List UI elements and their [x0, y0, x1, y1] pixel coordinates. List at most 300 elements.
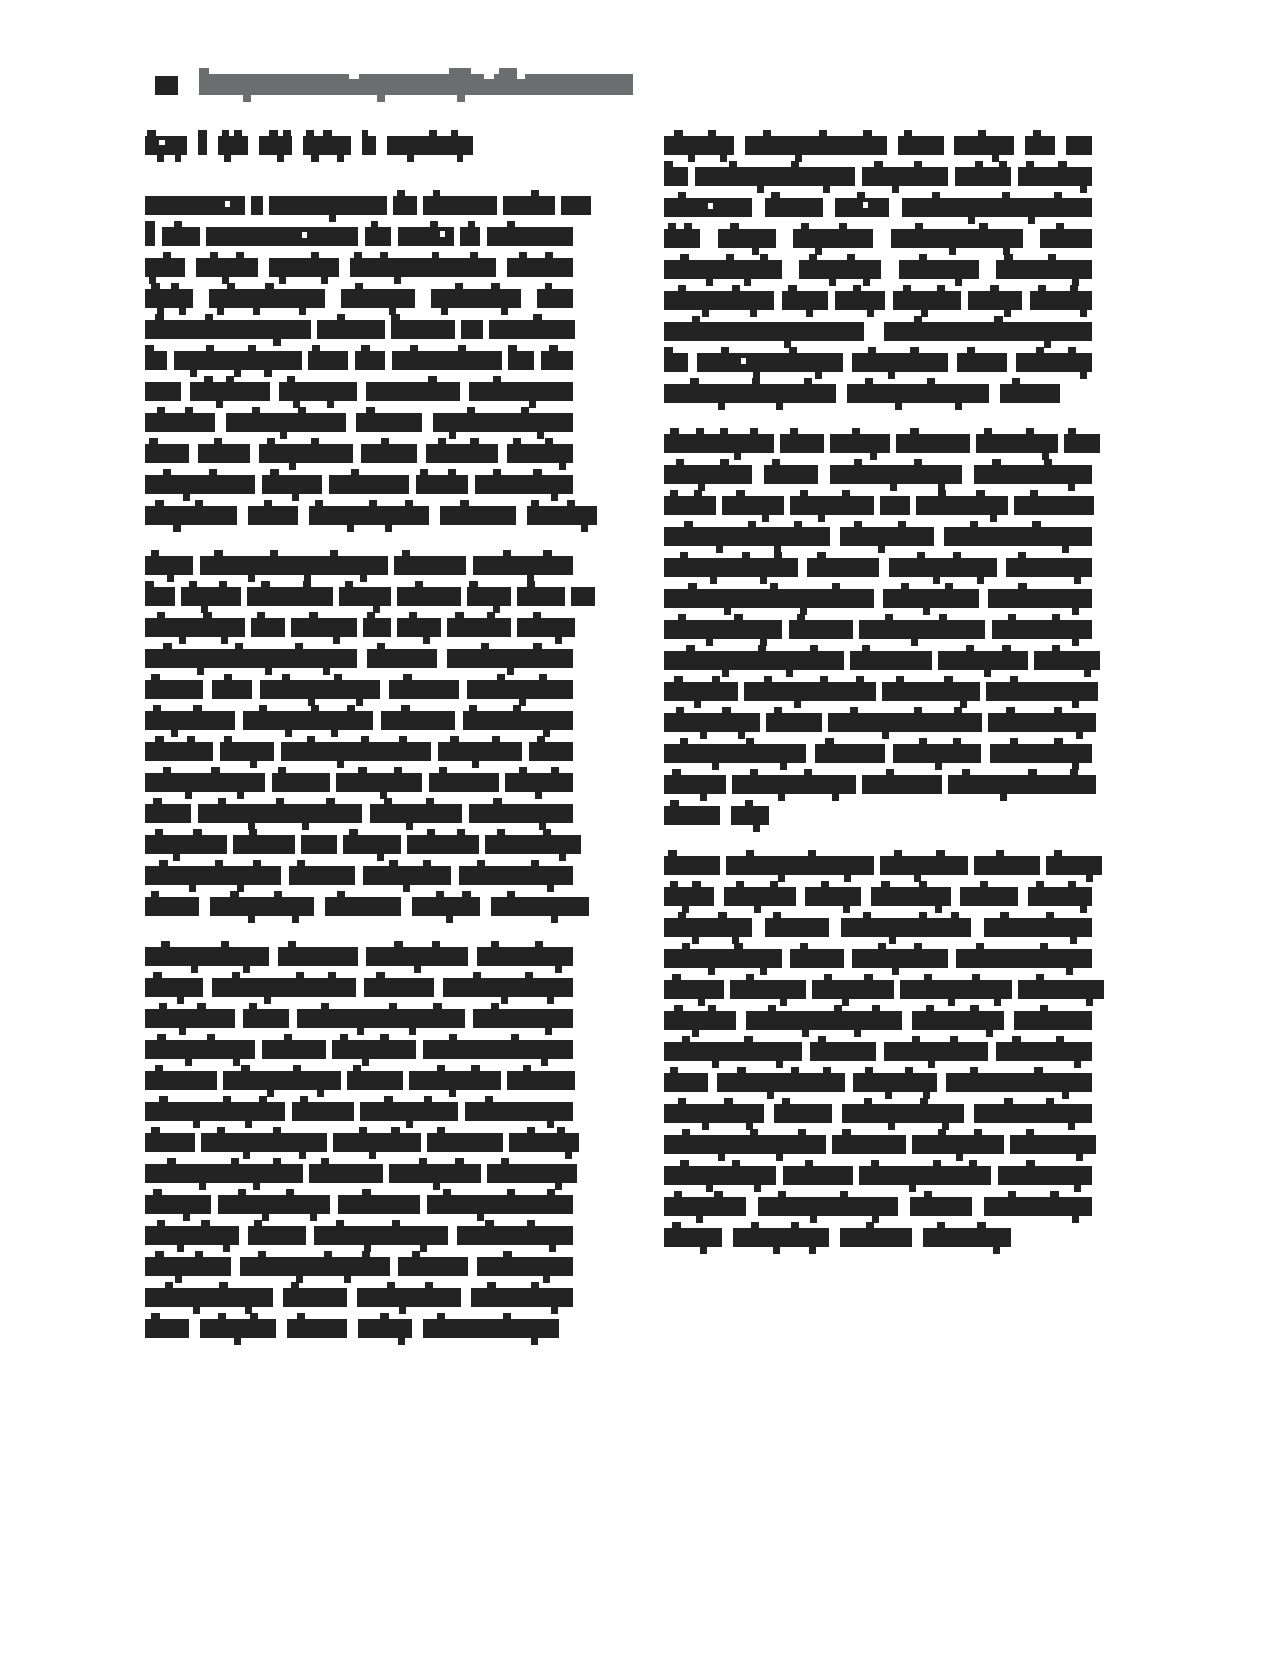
redacted-line	[664, 1191, 1092, 1222]
redaction-bar	[758, 1197, 898, 1216]
redaction-bar	[278, 947, 358, 966]
redaction-bar	[664, 1104, 764, 1123]
redacted-line	[145, 643, 573, 674]
redaction-bar	[664, 167, 688, 186]
redacted-line	[145, 376, 573, 407]
redaction-ascender	[748, 521, 756, 527]
redaction-ascender	[448, 469, 456, 475]
redaction-bar	[145, 1288, 273, 1307]
redaction-ascender	[1002, 192, 1010, 198]
redaction-bar	[891, 229, 1023, 248]
redaction-bar	[281, 742, 431, 761]
redaction-ascender	[391, 314, 400, 320]
redaction-ascender	[774, 552, 782, 558]
redaction-ascender	[155, 1065, 163, 1071]
redaction-ascender	[1068, 428, 1076, 434]
redaction-ascender	[817, 552, 826, 558]
redaction-ascender	[493, 376, 501, 382]
redaction-ascender	[834, 1005, 842, 1011]
redaction-bar	[998, 1166, 1092, 1185]
redaction-bar	[145, 618, 245, 637]
redaction-ascender	[791, 1067, 799, 1073]
redaction-bar	[732, 775, 856, 794]
redaction-ascender	[394, 767, 402, 773]
redaction-bar	[397, 618, 441, 637]
redaction-ascender	[567, 500, 575, 506]
redaction-ascender	[147, 130, 156, 136]
redaction-bar	[416, 475, 468, 494]
redaction-bar	[412, 897, 480, 916]
redaction-ascender	[726, 254, 734, 260]
redaction-ascender	[678, 1098, 686, 1104]
redaction-bar	[1030, 291, 1092, 310]
redaction-bar	[744, 682, 876, 701]
redaction-ascender	[282, 674, 290, 680]
redaction-bar	[409, 1071, 501, 1090]
redaction-bar	[912, 1011, 1004, 1030]
redaction-ascender	[469, 581, 478, 587]
redaction-bar	[196, 258, 258, 277]
redaction-bar	[984, 918, 1092, 937]
redaction-ascender	[307, 736, 315, 742]
redaction-bar	[489, 320, 575, 339]
redaction-ascender	[276, 798, 284, 804]
redaction-bar	[387, 136, 473, 155]
redaction-ascender	[535, 941, 543, 947]
redaction-bar	[389, 680, 459, 699]
redaction-bar	[467, 680, 573, 699]
redaction-bar	[664, 980, 724, 999]
redaction-descender	[248, 916, 255, 923]
redaction-ascender	[770, 583, 778, 589]
redaction-bar	[722, 496, 784, 515]
redaction-ascender	[362, 130, 368, 136]
redaction-ascender	[732, 285, 740, 291]
redaction-counter	[159, 140, 165, 145]
left-column	[145, 130, 573, 1363]
redaction-ascender	[347, 705, 355, 711]
redaction-ascender	[945, 583, 953, 589]
redaction-ascender	[678, 614, 686, 620]
redaction-ascender	[752, 378, 760, 384]
redaction-ascender	[919, 912, 927, 918]
redaction-ascender	[969, 1160, 977, 1166]
redaction-ascender	[437, 1127, 445, 1133]
redaction-ascender	[1058, 161, 1067, 167]
redaction-bar	[946, 1073, 1092, 1092]
redacted-line	[145, 1096, 573, 1127]
redaction-ascender	[155, 1251, 164, 1257]
redaction-bar	[370, 804, 462, 823]
redaction-bar	[782, 291, 828, 310]
redaction-ascender	[788, 285, 797, 291]
redaction-ascender	[174, 221, 182, 227]
redaction-bar	[269, 258, 339, 277]
redaction-ascender	[492, 736, 500, 742]
redaction-ascender	[409, 612, 417, 618]
redaction-ascender	[885, 614, 893, 620]
redaction-ascender	[722, 707, 731, 713]
redaction-bar	[248, 506, 298, 525]
redaction-bar	[976, 434, 1058, 453]
redaction-ascender	[467, 407, 475, 413]
redaction-ascender	[864, 974, 873, 980]
redaction-bar	[780, 434, 824, 453]
redaction-bar	[473, 1009, 573, 1028]
redaction-bar	[201, 1133, 327, 1152]
redaction-ascender	[789, 347, 797, 353]
redaction-ascender	[750, 428, 758, 434]
redaction-ascender	[801, 223, 809, 229]
redaction-ascender	[933, 1160, 941, 1166]
redaction-bar	[505, 773, 573, 792]
redaction-ascender	[151, 550, 159, 556]
redaction-bar	[145, 742, 213, 761]
redaction-ascender	[547, 1189, 555, 1195]
redaction-bar	[333, 1133, 421, 1152]
redaction-bar	[343, 835, 401, 854]
redaction-ascender	[288, 941, 296, 947]
redaction-ascender	[936, 850, 945, 856]
redacted-line	[145, 438, 573, 469]
redaction-bar	[471, 1288, 573, 1307]
redaction-bar	[459, 866, 573, 885]
redaction-ascender	[145, 221, 155, 227]
redaction-bar	[1010, 1135, 1096, 1154]
redaction-bar	[303, 136, 351, 155]
redaction-ascender	[321, 1003, 329, 1009]
redaction-ascender	[171, 283, 179, 289]
redaction-ascender	[1054, 850, 1062, 856]
redaction-bar	[841, 918, 971, 937]
redaction-bar	[783, 1166, 853, 1185]
redaction-bar	[853, 1073, 937, 1092]
redacted-line	[145, 581, 573, 612]
redaction-ascender	[511, 1034, 519, 1040]
redaction-bar	[527, 506, 597, 525]
redacted-line	[145, 1220, 573, 1251]
redaction-ascender	[328, 972, 336, 978]
redaction-ascender	[917, 552, 925, 558]
redaction-ascender	[937, 1222, 945, 1228]
redaction-ascender	[914, 161, 922, 167]
redacted-line	[664, 428, 1092, 459]
redaction-ascender	[996, 850, 1004, 856]
redaction-bar	[145, 475, 255, 494]
redaction-bar	[355, 351, 385, 370]
redaction-bar	[1034, 651, 1100, 670]
redaction-ascender	[284, 1034, 292, 1040]
redaction-bar	[880, 856, 968, 875]
redaction-bar	[1014, 496, 1094, 515]
redaction-ascender	[485, 1096, 493, 1102]
redacted-running-title	[199, 74, 633, 95]
redaction-ascender	[886, 769, 894, 775]
redaction-ascender	[854, 459, 862, 465]
redaction-ascender	[994, 316, 1003, 322]
redaction-bar	[145, 1164, 303, 1183]
redaction-ascender	[1036, 347, 1044, 353]
redacted-line	[145, 1065, 573, 1096]
redaction-ascender	[457, 829, 465, 835]
redacted-line	[145, 283, 573, 314]
redaction-ascender	[720, 459, 729, 465]
redaction-ascender	[901, 583, 909, 589]
redaction-ascender	[232, 972, 240, 978]
redaction-ascender	[309, 612, 318, 618]
redacted-line	[664, 347, 1092, 378]
redaction-bar	[900, 980, 1012, 999]
redaction-ascender	[224, 674, 232, 680]
redaction-bar	[308, 351, 348, 370]
redaction-bar	[397, 587, 461, 606]
redaction-ascender	[449, 1034, 457, 1040]
redaction-ascender	[760, 254, 768, 260]
redaction-ascender	[428, 376, 437, 382]
redaction-bar	[447, 649, 573, 668]
redaction-ascender	[1026, 161, 1034, 167]
redaction-ascender	[161, 941, 170, 947]
redaction-bar	[990, 744, 1092, 763]
redaction-ascender	[771, 192, 780, 198]
redaction-ascender	[736, 881, 744, 887]
redaction-ascender	[954, 707, 962, 713]
redaction-ascender	[353, 1065, 361, 1071]
redaction-ascender	[507, 891, 515, 897]
redaction-bar	[438, 742, 522, 761]
redaction-bar	[664, 887, 714, 906]
redacted-line	[664, 738, 1092, 769]
redaction-ascender	[894, 850, 902, 856]
redaction-ascender	[533, 469, 542, 475]
redaction-ascender	[361, 345, 370, 351]
redaction-ascender	[261, 581, 270, 587]
redaction-bar	[461, 320, 483, 339]
redaction-bar	[664, 1197, 746, 1216]
redaction-ascender	[501, 1158, 509, 1164]
redaction-ascender	[810, 645, 818, 651]
redaction-ascender	[362, 1189, 371, 1195]
redaction-ascender	[485, 1220, 494, 1226]
redaction-ascender	[249, 829, 257, 835]
redaction-bar	[766, 713, 822, 732]
redaction-bar	[996, 260, 1092, 279]
redaction-bar	[988, 713, 1096, 732]
redaction-ascender	[354, 252, 362, 258]
redaction-ascender	[1040, 943, 1048, 949]
redaction-ascender	[214, 550, 223, 556]
redaction-ascender	[297, 1313, 305, 1319]
redaction-ascender	[234, 130, 242, 136]
redaction-bar	[398, 1257, 468, 1276]
redaction-ascender	[323, 130, 332, 136]
redaction-ascender	[664, 347, 673, 353]
redaction-ascender	[557, 1127, 565, 1133]
redaction-bar	[473, 556, 573, 575]
redaction-ascender	[460, 500, 469, 506]
redaction-ascender	[696, 428, 704, 434]
redaction-ascender	[531, 500, 539, 506]
redaction-descender	[234, 1338, 241, 1345]
redaction-ascender	[750, 769, 758, 775]
redaction-bar	[243, 711, 373, 730]
redaction-bar	[309, 506, 429, 525]
redaction-bar	[145, 711, 235, 730]
redaction-counter	[302, 232, 307, 238]
redaction-bar	[198, 804, 362, 823]
redaction-ascender	[664, 161, 673, 167]
redaction-descender	[895, 403, 902, 410]
redaction-ascender	[938, 490, 946, 496]
redaction-bar	[145, 1102, 285, 1121]
redaction-ascender	[1038, 285, 1046, 291]
redaction-bar	[664, 434, 774, 453]
redaction-ascender	[720, 428, 728, 434]
redaction-ascender	[497, 829, 505, 835]
redacted-paragraph	[664, 130, 1092, 409]
redaction-bar	[145, 1257, 231, 1276]
redaction-ascender	[1052, 614, 1060, 620]
redaction-ascender	[865, 1067, 873, 1073]
redaction-ascender	[1026, 1160, 1035, 1166]
redaction-ascender	[334, 674, 342, 680]
redaction-ascender	[491, 941, 499, 947]
redaction-bar	[145, 947, 269, 966]
redaction-bar	[447, 618, 511, 637]
redaction-ascender	[977, 1222, 986, 1228]
redaction-ascender	[1036, 881, 1044, 887]
redaction-ascender	[772, 459, 780, 465]
redaction-bar	[287, 1319, 347, 1338]
redacted-line	[145, 798, 573, 829]
redaction-ascender	[821, 881, 829, 887]
redaction-ascender	[519, 767, 527, 773]
redaction-ascender	[919, 738, 927, 744]
redaction-bar	[309, 1164, 383, 1183]
redaction-bar	[145, 258, 185, 277]
redaction-ascender	[425, 1282, 433, 1288]
redacted-title-descender	[243, 94, 251, 102]
redaction-bar	[541, 351, 573, 370]
redaction-bar	[433, 413, 573, 432]
redaction-ascender	[690, 378, 699, 384]
redaction-bar	[871, 887, 951, 906]
redaction-ascender	[487, 612, 495, 618]
redaction-ascender	[678, 912, 686, 918]
redaction-ascender	[326, 798, 335, 804]
redaction-bar	[487, 227, 573, 246]
redaction-ascender	[157, 407, 165, 413]
redaction-ascender	[195, 1251, 203, 1257]
redaction-ascender	[1026, 428, 1034, 434]
redaction-ascender	[361, 736, 369, 742]
redaction-bar	[394, 556, 466, 575]
redaction-descender	[311, 155, 319, 162]
redacted-line	[664, 161, 1092, 192]
redaction-descender	[385, 525, 392, 532]
redaction-bar	[426, 444, 498, 463]
redaction-ascender	[340, 1034, 348, 1040]
redaction-ascender	[676, 707, 684, 713]
redaction-ascender	[684, 521, 693, 527]
redaction-bar	[664, 1166, 776, 1185]
redaction-ascender	[473, 972, 481, 978]
redaction-ascender	[1018, 552, 1026, 558]
redaction-ascender	[270, 550, 278, 556]
redaction-ascender	[1026, 1129, 1034, 1135]
redaction-ascender	[145, 345, 154, 351]
redaction-ascender	[721, 347, 729, 353]
redaction-ascender	[974, 1129, 982, 1135]
redaction-bar	[799, 260, 881, 279]
redacted-line	[145, 1003, 573, 1034]
redaction-ascender	[195, 500, 203, 506]
redaction-ascender	[1040, 1005, 1048, 1011]
redaction-bar	[329, 475, 409, 494]
redaction-bar	[984, 1197, 1092, 1216]
redaction-ascender	[790, 428, 798, 434]
running-header	[155, 70, 1115, 106]
redaction-ascender	[1050, 1191, 1059, 1197]
redaction-ascender	[551, 767, 559, 773]
redaction-ascender	[410, 345, 418, 351]
redaction-ascender	[401, 705, 410, 711]
redaction-ascender	[924, 1191, 932, 1197]
redaction-ascender	[493, 469, 501, 475]
redaction-bar	[996, 1042, 1092, 1061]
redaction-descender	[457, 155, 463, 162]
redaction-ascender	[910, 347, 919, 353]
redaction-bar	[362, 136, 376, 155]
redaction-ascender	[230, 891, 239, 897]
redaction-bar	[393, 196, 417, 215]
redaction-ascender	[543, 829, 551, 835]
redaction-ascender	[1056, 223, 1064, 229]
redaction-ascender	[966, 645, 974, 651]
redaction-ascender	[926, 1005, 934, 1011]
redaction-ascender	[269, 130, 278, 136]
redaction-bar	[223, 1071, 341, 1090]
redacted-line	[664, 316, 1092, 347]
redaction-ascender	[953, 552, 961, 558]
redaction-bar	[212, 680, 252, 699]
redaction-ascender	[797, 614, 805, 620]
redaction-ascender	[670, 1067, 678, 1073]
redacted-line	[664, 943, 1092, 974]
redaction-bar	[912, 1135, 1004, 1154]
redaction-ascender	[437, 1065, 445, 1071]
redaction-ascender	[910, 428, 919, 434]
redaction-bar	[852, 949, 948, 968]
redaction-ascender	[513, 438, 521, 444]
redaction-ascender	[668, 850, 677, 856]
redaction-ascender	[938, 1129, 946, 1135]
redacted-line	[664, 254, 1092, 285]
redaction-ascender	[825, 738, 834, 744]
redaction-ascender	[300, 1096, 308, 1102]
redaction-bar	[341, 289, 415, 308]
redaction-ascender	[189, 581, 197, 587]
redaction-bar	[145, 413, 215, 432]
redaction-descender	[173, 525, 181, 532]
redaction-bar	[200, 556, 388, 575]
redaction-bar	[210, 897, 314, 916]
redacted-line	[145, 190, 573, 221]
redaction-ascender	[433, 190, 440, 196]
redaction-ascender	[455, 283, 463, 289]
redacted-page-number	[155, 76, 178, 95]
redaction-ascender	[151, 674, 160, 680]
